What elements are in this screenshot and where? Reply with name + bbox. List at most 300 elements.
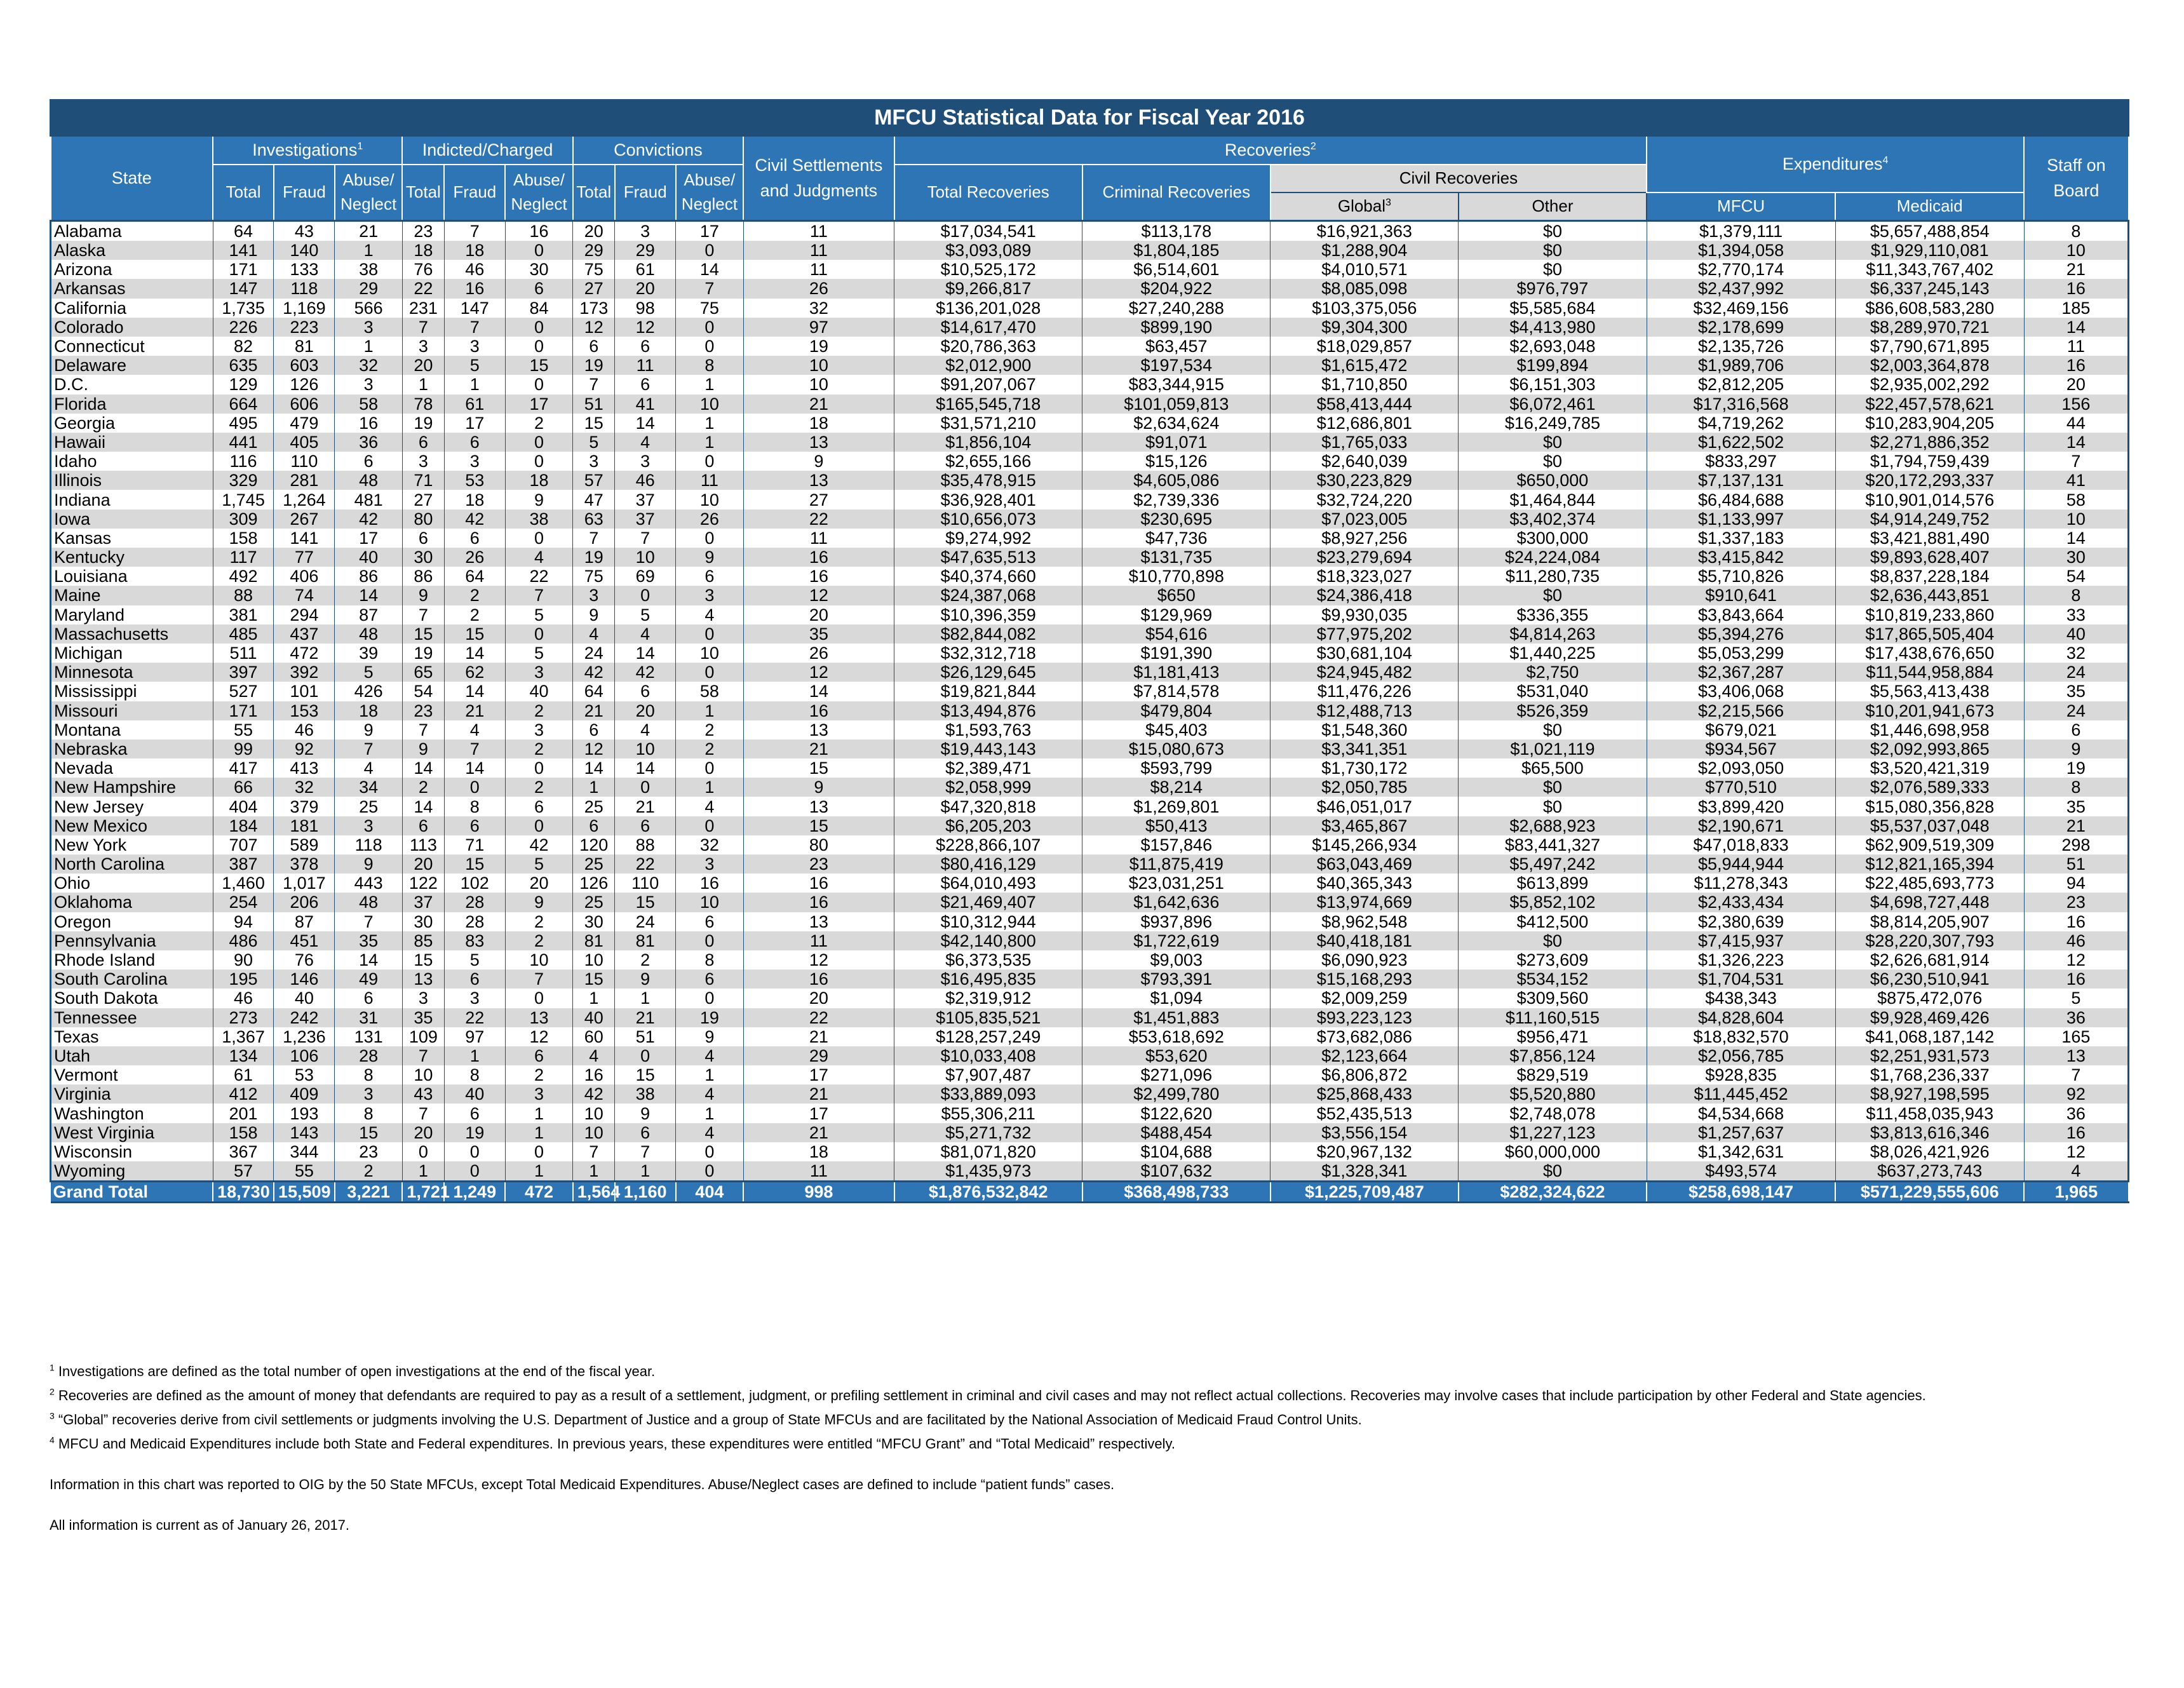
table-row bbox=[51, 318, 2129, 337]
table-cell: $1,730,172 bbox=[1271, 759, 1459, 778]
table-cell: 53 bbox=[444, 471, 505, 490]
table-cell: 48 bbox=[335, 893, 403, 912]
table-cell: 3 bbox=[615, 452, 676, 471]
header-other: Other bbox=[1459, 192, 1647, 220]
state-cell: Tennessee bbox=[51, 1008, 213, 1027]
table-cell: 17 bbox=[505, 395, 573, 414]
table-cell: $8,927,198,595 bbox=[1835, 1084, 2024, 1104]
header-inv-abuse: Abuse/ Neglect bbox=[335, 165, 403, 220]
table-cell: 20 bbox=[402, 1123, 444, 1142]
table-cell: 1,745 bbox=[213, 490, 274, 509]
table-cell: 479 bbox=[274, 414, 335, 433]
table-cell: $122,620 bbox=[1082, 1104, 1271, 1123]
table-cell: $1,379,111 bbox=[1647, 220, 1835, 241]
table-cell: 485 bbox=[213, 625, 274, 644]
table-cell: $493,574 bbox=[1647, 1161, 1835, 1182]
table-cell: $2,178,699 bbox=[1647, 318, 1835, 337]
table-cell: $1,440,225 bbox=[1459, 644, 1647, 663]
table-cell: $6,484,688 bbox=[1647, 490, 1835, 509]
table-cell: 43 bbox=[274, 220, 335, 241]
table-cell: $770,510 bbox=[1647, 778, 1835, 797]
table-cell: $1,804,185 bbox=[1082, 241, 1271, 260]
table-cell: 6 bbox=[402, 433, 444, 452]
table-cell: 3 bbox=[444, 337, 505, 356]
table-cell: 7 bbox=[402, 1104, 444, 1123]
footnote-1: $^1$ Investigations are defined as the total number of open investigations at the end of the fiscal year. bbox=[50, 1362, 656, 1379]
table-cell: 16 bbox=[2024, 912, 2128, 931]
table-cell: 12 bbox=[2024, 950, 2128, 969]
table-cell: $6,230,510,941 bbox=[1835, 969, 2024, 989]
table-cell: $21,469,407 bbox=[894, 893, 1082, 912]
table-cell: $12,821,165,394 bbox=[1835, 854, 2024, 874]
table-cell: 5 bbox=[2024, 989, 2128, 1008]
table-cell: 18 bbox=[444, 490, 505, 509]
table-cell: 2 bbox=[505, 912, 573, 931]
table-cell: 195 bbox=[213, 969, 274, 989]
grand-total-cell: 1,564 bbox=[573, 1182, 615, 1203]
state-cell: Nevada bbox=[51, 759, 213, 778]
table-row bbox=[51, 682, 2129, 701]
table-cell: $0 bbox=[1459, 433, 1647, 452]
table-cell: 101 bbox=[274, 682, 335, 701]
table-cell: 0 bbox=[505, 989, 573, 1008]
table-cell: 5 bbox=[444, 950, 505, 969]
table-cell: $2,693,048 bbox=[1459, 337, 1647, 356]
table-cell: $0 bbox=[1459, 720, 1647, 739]
state-cell: Maine bbox=[51, 586, 213, 605]
table-cell: 13 bbox=[402, 969, 444, 989]
table-cell: 2 bbox=[335, 1161, 403, 1182]
table-row bbox=[51, 220, 2129, 241]
state-cell: Connecticut bbox=[51, 337, 213, 356]
table-cell: 16 bbox=[2024, 1123, 2128, 1142]
table-cell: 4 bbox=[2024, 1161, 2128, 1182]
table-cell: $2,688,923 bbox=[1459, 816, 1647, 835]
table-cell: 12 bbox=[615, 318, 676, 337]
table-cell: 2 bbox=[615, 950, 676, 969]
table-cell: 329 bbox=[213, 471, 274, 490]
table-cell: $2,380,639 bbox=[1647, 912, 1835, 931]
state-cell: Florida bbox=[51, 395, 213, 414]
table-cell: 0 bbox=[505, 1142, 573, 1161]
table-cell: $593,799 bbox=[1082, 759, 1271, 778]
table-cell: $2,058,999 bbox=[894, 778, 1082, 797]
statistics-table-container bbox=[50, 99, 2129, 1203]
table-cell: 94 bbox=[2024, 874, 2128, 893]
table-cell: 9 bbox=[2024, 739, 2128, 759]
table-cell: $833,297 bbox=[1647, 452, 1835, 471]
table-cell: 3 bbox=[676, 586, 744, 605]
table-cell: $1,704,531 bbox=[1647, 969, 1835, 989]
header-civil-recoveries: Civil Recoveries bbox=[1271, 165, 1647, 192]
table-cell: $50,413 bbox=[1082, 816, 1271, 835]
table-cell: 36 bbox=[335, 433, 403, 452]
table-cell: 1 bbox=[676, 1104, 744, 1123]
table-cell: $10,770,898 bbox=[1082, 567, 1271, 586]
table-cell: $145,266,934 bbox=[1271, 835, 1459, 854]
table-cell: $3,402,374 bbox=[1459, 510, 1647, 529]
table-cell: $103,375,056 bbox=[1271, 299, 1459, 318]
table-cell: 9 bbox=[743, 452, 894, 471]
table-cell: 42 bbox=[444, 510, 505, 529]
table-cell: $7,907,487 bbox=[894, 1065, 1082, 1084]
table-cell: 7 bbox=[402, 318, 444, 337]
table-cell: $899,190 bbox=[1082, 318, 1271, 337]
table-cell: 14 bbox=[615, 759, 676, 778]
table-cell: $8,289,970,721 bbox=[1835, 318, 2024, 337]
state-cell: West Virginia bbox=[51, 1123, 213, 1142]
header-conv-total: Total bbox=[573, 165, 615, 220]
table-cell: 42 bbox=[573, 1084, 615, 1104]
table-cell: 35 bbox=[335, 931, 403, 950]
table-cell: 34 bbox=[335, 778, 403, 797]
table-cell: 6 bbox=[573, 337, 615, 356]
table-cell: 6 bbox=[505, 1046, 573, 1065]
table-cell: 75 bbox=[573, 260, 615, 279]
table-cell: $1,337,183 bbox=[1647, 529, 1835, 548]
table-cell: 412 bbox=[213, 1084, 274, 1104]
table-cell: 129 bbox=[213, 375, 274, 394]
table-cell: 22 bbox=[743, 510, 894, 529]
table-cell: $3,093,089 bbox=[894, 241, 1082, 260]
table-cell: 6 bbox=[615, 337, 676, 356]
state-cell: Texas bbox=[51, 1027, 213, 1046]
table-cell: 19 bbox=[444, 1123, 505, 1142]
table-cell: 23 bbox=[335, 1142, 403, 1161]
table-cell: $3,341,351 bbox=[1271, 739, 1459, 759]
table-cell: 0 bbox=[676, 625, 744, 644]
table-cell: 6 bbox=[676, 567, 744, 586]
table-cell: 23 bbox=[402, 701, 444, 720]
table-cell: $191,390 bbox=[1082, 644, 1271, 663]
table-cell: $5,497,242 bbox=[1459, 854, 1647, 874]
table-cell: $534,152 bbox=[1459, 969, 1647, 989]
table-cell: $3,421,881,490 bbox=[1835, 529, 2024, 548]
table-cell: $11,278,343 bbox=[1647, 874, 1835, 893]
table-cell: $1,989,706 bbox=[1647, 356, 1835, 375]
table-cell: 38 bbox=[505, 510, 573, 529]
table-cell: 36 bbox=[2024, 1104, 2128, 1123]
table-cell: $3,406,068 bbox=[1647, 682, 1835, 701]
table-cell: $2,271,886,352 bbox=[1835, 433, 2024, 452]
table-cell: 0 bbox=[615, 778, 676, 797]
table-cell: 171 bbox=[213, 701, 274, 720]
table-cell: 1 bbox=[676, 778, 744, 797]
table-cell: 19 bbox=[743, 337, 894, 356]
table-cell: 11 bbox=[676, 471, 744, 490]
table-cell: 1 bbox=[335, 241, 403, 260]
table-cell: $928,835 bbox=[1647, 1065, 1835, 1084]
table-cell: 153 bbox=[274, 701, 335, 720]
table-cell: 46 bbox=[2024, 931, 2128, 950]
table-cell: 242 bbox=[274, 1008, 335, 1027]
table-cell: 6 bbox=[444, 1104, 505, 1123]
table-cell: 14 bbox=[444, 682, 505, 701]
table-cell: $228,866,107 bbox=[894, 835, 1082, 854]
table-cell: 24 bbox=[2024, 701, 2128, 720]
mfcu-statistics-table bbox=[50, 99, 2129, 1203]
table-cell: 86 bbox=[335, 567, 403, 586]
table-row bbox=[51, 835, 2129, 854]
table-cell: 122 bbox=[402, 874, 444, 893]
table-cell: 9 bbox=[402, 739, 444, 759]
table-cell: 16 bbox=[2024, 356, 2128, 375]
table-cell: 21 bbox=[573, 701, 615, 720]
table-cell: 0 bbox=[444, 778, 505, 797]
table-cell: 3 bbox=[573, 586, 615, 605]
table-cell: 8 bbox=[676, 950, 744, 969]
table-cell: 81 bbox=[573, 931, 615, 950]
table-cell: $6,373,535 bbox=[894, 950, 1082, 969]
table-cell: 110 bbox=[274, 452, 335, 471]
table-cell: 9 bbox=[505, 893, 573, 912]
table-cell: 16 bbox=[743, 567, 894, 586]
table-cell: $613,899 bbox=[1459, 874, 1647, 893]
table-cell: 23 bbox=[402, 220, 444, 241]
state-cell: Alabama bbox=[51, 220, 213, 241]
table-row bbox=[51, 797, 2129, 816]
table-cell: $637,273,743 bbox=[1835, 1161, 2024, 1182]
table-cell: 3 bbox=[444, 452, 505, 471]
table-cell: 3 bbox=[505, 1084, 573, 1104]
table-cell: 481 bbox=[335, 490, 403, 509]
current-note: All information is current as of January 26, 2017. bbox=[50, 1517, 350, 1533]
table-cell: 46 bbox=[274, 720, 335, 739]
table-cell: $6,072,461 bbox=[1459, 395, 1647, 414]
grand-total-cell: $1,225,709,487 bbox=[1271, 1182, 1459, 1203]
table-cell: $1,181,413 bbox=[1082, 663, 1271, 682]
table-cell: 11 bbox=[743, 1161, 894, 1182]
table-cell: 13 bbox=[505, 1008, 573, 1027]
state-cell: New Hampshire bbox=[51, 778, 213, 797]
table-cell: 15 bbox=[402, 950, 444, 969]
state-cell: Maryland bbox=[51, 605, 213, 625]
table-cell: $438,343 bbox=[1647, 989, 1835, 1008]
header-inv-total: Total bbox=[213, 165, 274, 220]
table-cell: 21 bbox=[2024, 816, 2128, 835]
table-cell: 113 bbox=[402, 835, 444, 854]
table-row bbox=[51, 663, 2129, 682]
table-cell: 13 bbox=[743, 433, 894, 452]
table-cell: 1,236 bbox=[274, 1027, 335, 1046]
table-cell: $8,962,548 bbox=[1271, 912, 1459, 931]
table-cell: $5,537,037,048 bbox=[1835, 816, 2024, 835]
table-cell: $7,137,131 bbox=[1647, 471, 1835, 490]
table-cell: 12 bbox=[505, 1027, 573, 1046]
table-cell: $46,051,017 bbox=[1271, 797, 1459, 816]
header-inv-fraud: Fraud bbox=[274, 165, 335, 220]
table-cell: $62,909,519,309 bbox=[1835, 835, 2024, 854]
table-cell: $4,698,727,448 bbox=[1835, 893, 2024, 912]
table-cell: 6 bbox=[505, 797, 573, 816]
table-cell: 27 bbox=[402, 490, 444, 509]
table-cell: 707 bbox=[213, 835, 274, 854]
table-cell: $17,316,568 bbox=[1647, 395, 1835, 414]
grand-total-cell: 472 bbox=[505, 1182, 573, 1203]
table-cell: $10,033,408 bbox=[894, 1046, 1082, 1065]
table-cell: 11 bbox=[743, 260, 894, 279]
table-cell: 4 bbox=[676, 1046, 744, 1065]
table-cell: 3 bbox=[335, 1084, 403, 1104]
table-cell: 15 bbox=[573, 414, 615, 433]
table-cell: 18 bbox=[335, 701, 403, 720]
table-cell: $1,615,472 bbox=[1271, 356, 1459, 375]
table-cell: 15 bbox=[615, 1065, 676, 1084]
table-cell: 14 bbox=[676, 260, 744, 279]
table-cell: 10 bbox=[402, 1065, 444, 1084]
state-cell: Idaho bbox=[51, 452, 213, 471]
table-cell: $47,018,833 bbox=[1647, 835, 1835, 854]
table-cell: 6 bbox=[615, 816, 676, 835]
table-cell: $956,471 bbox=[1459, 1027, 1647, 1046]
table-cell: 20 bbox=[615, 279, 676, 298]
table-cell: 97 bbox=[444, 1027, 505, 1046]
table-cell: 193 bbox=[274, 1104, 335, 1123]
table-cell: 25 bbox=[335, 797, 403, 816]
table-cell: $8,814,205,907 bbox=[1835, 912, 2024, 931]
table-cell: $24,386,418 bbox=[1271, 586, 1459, 605]
table-cell: 14 bbox=[444, 644, 505, 663]
table-cell: $526,359 bbox=[1459, 701, 1647, 720]
table-row bbox=[51, 375, 2129, 394]
table-cell: 134 bbox=[213, 1046, 274, 1065]
table-cell: 30 bbox=[505, 260, 573, 279]
table-cell: 0 bbox=[444, 1142, 505, 1161]
table-cell: 206 bbox=[274, 893, 335, 912]
table-cell: $6,090,923 bbox=[1271, 950, 1459, 969]
table-cell: $1,326,223 bbox=[1647, 950, 1835, 969]
table-cell: 7 bbox=[573, 1142, 615, 1161]
table-row bbox=[51, 950, 2129, 969]
grand-total-cell: $571,229,555,606 bbox=[1835, 1182, 2024, 1203]
table-cell: $36,928,401 bbox=[894, 490, 1082, 509]
state-cell: Georgia bbox=[51, 414, 213, 433]
table-cell: 381 bbox=[213, 605, 274, 625]
table-cell: 16 bbox=[2024, 279, 2128, 298]
table-cell: 37 bbox=[615, 510, 676, 529]
table-cell: $11,160,515 bbox=[1459, 1008, 1647, 1027]
table-cell: $7,023,005 bbox=[1271, 510, 1459, 529]
grand-total-cell: 998 bbox=[743, 1182, 894, 1203]
table-cell: 16 bbox=[676, 874, 744, 893]
table-cell: 14 bbox=[335, 586, 403, 605]
table-cell: 20 bbox=[505, 874, 573, 893]
table-cell: 26 bbox=[676, 510, 744, 529]
table-cell: 14 bbox=[402, 797, 444, 816]
table-cell: 37 bbox=[402, 893, 444, 912]
table-cell: 1 bbox=[505, 1161, 573, 1182]
table-cell: 117 bbox=[213, 548, 274, 567]
table-cell: 21 bbox=[615, 797, 676, 816]
table-cell: $1,133,997 bbox=[1647, 510, 1835, 529]
table-cell: $165,545,718 bbox=[894, 395, 1082, 414]
table-cell: $58,413,444 bbox=[1271, 395, 1459, 414]
table-cell: 42 bbox=[505, 835, 573, 854]
table-cell: 7 bbox=[2024, 452, 2128, 471]
table-cell: $7,856,124 bbox=[1459, 1046, 1647, 1065]
table-cell: $2,389,471 bbox=[894, 759, 1082, 778]
table-cell: 171 bbox=[213, 260, 274, 279]
table-cell: $1,593,763 bbox=[894, 720, 1082, 739]
table-cell: $412,500 bbox=[1459, 912, 1647, 931]
table-cell: 405 bbox=[274, 433, 335, 452]
table-cell: $53,618,692 bbox=[1082, 1027, 1271, 1046]
table-row bbox=[51, 490, 2129, 509]
table-cell: 6 bbox=[2024, 720, 2128, 739]
table-cell: 17 bbox=[743, 1065, 894, 1084]
table-cell: 397 bbox=[213, 663, 274, 682]
table-cell: $5,271,732 bbox=[894, 1123, 1082, 1142]
table-cell: 7 bbox=[402, 605, 444, 625]
table-cell: $19,821,844 bbox=[894, 682, 1082, 701]
table-cell: 5 bbox=[615, 605, 676, 625]
table-cell: 116 bbox=[213, 452, 274, 471]
table-cell: 66 bbox=[213, 778, 274, 797]
table-cell: $13,974,669 bbox=[1271, 893, 1459, 912]
table-cell: 4 bbox=[615, 720, 676, 739]
footnotes bbox=[50, 1363, 2133, 1541]
header-state: State bbox=[51, 136, 213, 221]
table-cell: 0 bbox=[676, 759, 744, 778]
table-cell: 54 bbox=[2024, 567, 2128, 586]
table-cell: 6 bbox=[573, 720, 615, 739]
table-row bbox=[51, 299, 2129, 318]
table-cell: $77,975,202 bbox=[1271, 625, 1459, 644]
state-cell: Pennsylvania bbox=[51, 931, 213, 950]
table-cell: $4,719,262 bbox=[1647, 414, 1835, 433]
table-cell: 57 bbox=[573, 471, 615, 490]
table-cell: 5 bbox=[444, 356, 505, 375]
table-cell: 7 bbox=[402, 720, 444, 739]
table-cell: $5,852,102 bbox=[1459, 893, 1647, 912]
table-cell: 118 bbox=[335, 835, 403, 854]
table-cell: 10 bbox=[505, 950, 573, 969]
table-cell: $129,969 bbox=[1082, 605, 1271, 625]
table-cell: $9,930,035 bbox=[1271, 605, 1459, 625]
table-cell: 18 bbox=[743, 1142, 894, 1161]
table-cell: 0 bbox=[676, 931, 744, 950]
table-cell: $4,914,249,752 bbox=[1835, 510, 2024, 529]
table-cell: $83,441,327 bbox=[1459, 835, 1647, 854]
table-cell: $8,927,256 bbox=[1271, 529, 1459, 548]
table-row bbox=[51, 644, 2129, 663]
table-cell: 62 bbox=[444, 663, 505, 682]
table-row bbox=[51, 1104, 2129, 1123]
table-cell: 30 bbox=[2024, 548, 2128, 567]
table-cell: 2 bbox=[505, 1065, 573, 1084]
table-cell: 14 bbox=[402, 759, 444, 778]
table-cell: 413 bbox=[274, 759, 335, 778]
table-cell: 404 bbox=[213, 797, 274, 816]
table-row bbox=[51, 739, 2129, 759]
table-cell: 0 bbox=[505, 759, 573, 778]
table-cell: 606 bbox=[274, 395, 335, 414]
table-cell: 273 bbox=[213, 1008, 274, 1027]
table-cell: 13 bbox=[2024, 1046, 2128, 1065]
table-cell: $47,320,818 bbox=[894, 797, 1082, 816]
table-row bbox=[51, 931, 2129, 950]
state-cell: Nebraska bbox=[51, 739, 213, 759]
grand-total-cell: $258,698,147 bbox=[1647, 1182, 1835, 1203]
table-cell: $976,797 bbox=[1459, 279, 1647, 298]
table-cell: $60,000,000 bbox=[1459, 1142, 1647, 1161]
table-cell: $0 bbox=[1459, 931, 1647, 950]
table-cell: 15 bbox=[402, 625, 444, 644]
state-cell: Iowa bbox=[51, 510, 213, 529]
table-cell: 27 bbox=[743, 490, 894, 509]
table-cell: $1,548,360 bbox=[1271, 720, 1459, 739]
table-cell: $3,899,420 bbox=[1647, 797, 1835, 816]
